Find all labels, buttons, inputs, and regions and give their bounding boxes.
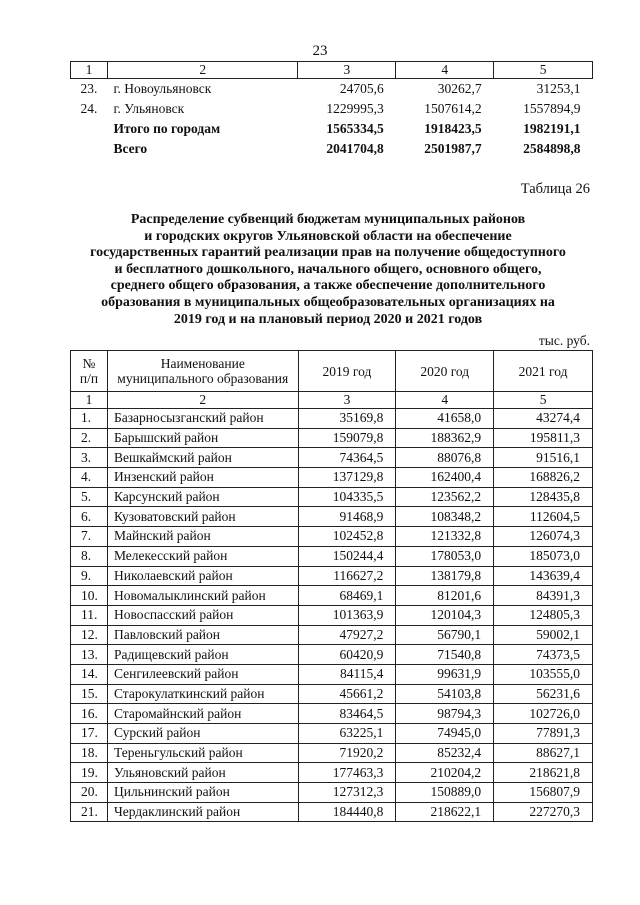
district-name: Вешкаймский район xyxy=(107,448,298,468)
row-index: 2. xyxy=(71,428,108,448)
value-2021: 185073,0 xyxy=(494,546,593,566)
table-caption: Таблица 26 xyxy=(520,181,590,197)
column-number: 4 xyxy=(396,62,494,79)
row-name: г. Новоульяновск xyxy=(113,81,212,96)
value-2021: 31253,1 xyxy=(536,81,581,96)
value-2020: 138179,8 xyxy=(396,566,494,586)
page-number: 23 xyxy=(312,43,328,59)
row-index: 23. xyxy=(80,81,98,96)
value-2021: 74373,5 xyxy=(494,645,593,665)
value-2020: 178053,0 xyxy=(396,546,494,566)
row-index: 6. xyxy=(71,507,108,527)
column-numbering-row xyxy=(71,392,593,409)
value-2020: 98794,3 xyxy=(396,704,494,724)
district-name: Старокулаткинский район xyxy=(107,684,298,704)
value-2020: 56790,1 xyxy=(396,625,494,645)
table-row xyxy=(71,724,593,744)
title-line: образования в муниципальных общеобразовательных организациях на xyxy=(101,294,555,310)
district-name: Барышский район xyxy=(107,428,298,448)
district-name: Новомалыклинский район xyxy=(107,586,298,606)
table-row xyxy=(71,428,593,448)
row-index: 15. xyxy=(71,684,108,704)
value-2021: 88627,1 xyxy=(494,743,593,763)
header-2021: 2021 год xyxy=(494,351,593,392)
district-name: Павловский район xyxy=(107,625,298,645)
subvention-table xyxy=(70,350,593,822)
header-name-line2: муниципального образования xyxy=(117,371,289,386)
column-number: 1 xyxy=(71,392,108,409)
value-2021: 168826,2 xyxy=(494,468,593,488)
table-row xyxy=(71,783,593,803)
table-row xyxy=(71,645,593,665)
value-2019: 177463,3 xyxy=(298,763,396,783)
table-row xyxy=(71,664,593,684)
district-name: Инзенский район xyxy=(107,468,298,488)
district-name: Чердаклинский район xyxy=(107,802,298,822)
value-2021: 156807,9 xyxy=(494,783,593,803)
district-name: Карсунский район xyxy=(107,487,298,507)
value-2020: 162400,4 xyxy=(396,468,494,488)
table-row xyxy=(71,763,593,783)
value-2021: 126074,3 xyxy=(494,527,593,547)
table-row xyxy=(71,409,593,429)
row-index: 13. xyxy=(71,645,108,665)
title-line: среднего общего образования, а также обеспечение дополнительного xyxy=(110,278,546,294)
value-2020: 85232,4 xyxy=(396,743,494,763)
value-2020: 218622,1 xyxy=(396,802,494,822)
value-2021: 91516,1 xyxy=(494,448,593,468)
row-index xyxy=(71,119,108,139)
header-row xyxy=(71,351,593,392)
table-row xyxy=(71,625,593,645)
district-name: Старомайнский район xyxy=(107,704,298,724)
district-name: Тереньгульский район xyxy=(107,743,298,763)
value-2020: 121332,8 xyxy=(396,527,494,547)
value-2019: 102452,8 xyxy=(298,527,396,547)
table-row xyxy=(71,507,593,527)
title-line: и бесплатного дошкольного, начального общего, основного общего, xyxy=(114,261,542,277)
column-number: 4 xyxy=(396,392,494,409)
value-2019: 47927,2 xyxy=(298,625,396,645)
value-2021: 218621,8 xyxy=(494,763,593,783)
district-name: Цильнинский район xyxy=(107,783,298,803)
value-2020: 188362,9 xyxy=(396,428,494,448)
table-row xyxy=(71,546,593,566)
title-line: 2019 год и на плановый период 2020 и 2021 годов xyxy=(173,311,483,327)
row-index xyxy=(71,139,108,159)
value-2020: 150889,0 xyxy=(396,783,494,803)
value-2019: 127312,3 xyxy=(298,783,396,803)
value-2020: 71540,8 xyxy=(396,645,494,665)
value-2021: 227270,3 xyxy=(494,802,593,822)
value-2020: 210204,2 xyxy=(396,763,494,783)
table-row xyxy=(71,566,593,586)
value-2019: 1229995,3 xyxy=(326,101,384,116)
table-row xyxy=(71,527,593,547)
district-name: Кузоватовский район xyxy=(107,507,298,527)
row-name: Всего xyxy=(113,141,148,156)
column-numbering-row xyxy=(71,62,593,79)
value-2019: 137129,8 xyxy=(298,468,396,488)
value-2019: 150244,4 xyxy=(298,546,396,566)
row-index: 5. xyxy=(71,487,108,507)
row-index: 1. xyxy=(71,409,108,429)
district-name: Николаевский район xyxy=(107,566,298,586)
value-2019: 91468,9 xyxy=(298,507,396,527)
value-2020: 1918423,5 xyxy=(424,121,482,136)
table-row xyxy=(71,99,593,119)
table-row xyxy=(71,139,593,159)
row-index: 3. xyxy=(71,448,108,468)
row-index: 16. xyxy=(71,704,108,724)
district-name: Радищевский район xyxy=(107,645,298,665)
value-2019: 184440,8 xyxy=(298,802,396,822)
table-row xyxy=(71,802,593,822)
table-row xyxy=(71,119,593,139)
value-2019: 68469,1 xyxy=(298,586,396,606)
value-2020: 120104,3 xyxy=(396,605,494,625)
value-2020: 54103,8 xyxy=(396,684,494,704)
column-number: 3 xyxy=(298,62,396,79)
value-2019: 60420,9 xyxy=(298,645,396,665)
header-name-line1: Наименование xyxy=(160,356,245,371)
table-row xyxy=(71,586,593,606)
row-name: Итого по городам xyxy=(113,121,221,136)
row-index: 17. xyxy=(71,724,108,744)
column-number: 5 xyxy=(494,392,593,409)
header-2019: 2019 год xyxy=(298,351,396,392)
row-index: 11. xyxy=(71,605,108,625)
table-row xyxy=(71,79,593,100)
value-2019: 83464,5 xyxy=(298,704,396,724)
title-line: государственных гарантий реализации прав на получение общедоступного xyxy=(90,245,566,261)
row-index: 19. xyxy=(71,763,108,783)
table-row xyxy=(71,468,593,488)
value-2021: 56231,6 xyxy=(494,684,593,704)
table-row xyxy=(71,448,593,468)
header-name-cell xyxy=(107,351,298,392)
row-index: 14. xyxy=(71,664,108,684)
continuation-table xyxy=(70,61,593,159)
value-2020: 30262,7 xyxy=(437,81,482,96)
column-number: 2 xyxy=(107,392,298,409)
value-2019: 159079,8 xyxy=(298,428,396,448)
header-number-cell xyxy=(71,351,108,392)
unit-label: тыс. руб. xyxy=(538,333,590,348)
value-2019: 1565334,5 xyxy=(326,121,384,136)
value-2021: 43274,4 xyxy=(494,409,593,429)
row-index: 24. xyxy=(80,101,98,116)
value-2020: 123562,2 xyxy=(396,487,494,507)
district-name: Базарносызганский район xyxy=(107,409,298,429)
value-2021: 102726,0 xyxy=(494,704,593,724)
table-row xyxy=(71,605,593,625)
column-number: 1 xyxy=(71,62,108,79)
header-number-line1: № xyxy=(82,356,96,371)
header-number-line2: п/п xyxy=(79,371,99,386)
row-index: 12. xyxy=(71,625,108,645)
value-2019: 24705,6 xyxy=(339,81,384,96)
column-number: 3 xyxy=(298,392,396,409)
value-2021: 195811,3 xyxy=(494,428,593,448)
value-2019: 74364,5 xyxy=(298,448,396,468)
district-name: Новоспасский район xyxy=(107,605,298,625)
row-index: 9. xyxy=(71,566,108,586)
value-2021: 59002,1 xyxy=(494,625,593,645)
row-index: 18. xyxy=(71,743,108,763)
column-number: 5 xyxy=(494,62,593,79)
row-index: 21. xyxy=(71,802,108,822)
row-index: 20. xyxy=(71,783,108,803)
row-index: 7. xyxy=(71,527,108,547)
value-2020: 99631,9 xyxy=(396,664,494,684)
district-name: Майнский район xyxy=(107,527,298,547)
value-2021: 84391,3 xyxy=(494,586,593,606)
value-2019: 45661,2 xyxy=(298,684,396,704)
row-index: 8. xyxy=(71,546,108,566)
value-2021: 143639,4 xyxy=(494,566,593,586)
table-row xyxy=(71,487,593,507)
district-name: Сурский район xyxy=(107,724,298,744)
value-2020: 81201,6 xyxy=(396,586,494,606)
value-2021: 124805,3 xyxy=(494,605,593,625)
title-line: Распределение субвенций бюджетам муниципальных районов xyxy=(130,212,526,227)
value-2020: 2501987,7 xyxy=(424,141,482,156)
value-2020: 108348,2 xyxy=(396,507,494,527)
district-name: Сенгилеевский район xyxy=(107,664,298,684)
header-2020: 2020 год xyxy=(396,351,494,392)
district-name: Мелекесский район xyxy=(107,546,298,566)
value-2019: 2041704,8 xyxy=(326,141,384,156)
column-number: 2 xyxy=(107,62,297,79)
table-row xyxy=(71,684,593,704)
district-name: Ульяновский район xyxy=(107,763,298,783)
row-name: г. Ульяновск xyxy=(113,101,185,116)
row-index: 10. xyxy=(71,586,108,606)
table-row xyxy=(71,704,593,724)
value-2020: 1507614,2 xyxy=(424,101,482,116)
table-row xyxy=(71,743,593,763)
row-index: 4. xyxy=(71,468,108,488)
value-2021: 77891,3 xyxy=(494,724,593,744)
value-2021: 103555,0 xyxy=(494,664,593,684)
value-2019: 84115,4 xyxy=(298,664,396,684)
value-2019: 63225,1 xyxy=(298,724,396,744)
value-2021: 1557894,9 xyxy=(523,101,581,116)
value-2019: 101363,9 xyxy=(298,605,396,625)
value-2019: 104335,5 xyxy=(298,487,396,507)
value-2019: 116627,2 xyxy=(298,566,396,586)
title-line: и городских округов Ульяновской области на обеспечение xyxy=(144,228,512,244)
value-2020: 41658,0 xyxy=(396,409,494,429)
value-2019: 35169,8 xyxy=(298,409,396,429)
value-2020: 88076,8 xyxy=(396,448,494,468)
value-2021: 2584898,8 xyxy=(523,141,581,156)
value-2021: 112604,5 xyxy=(494,507,593,527)
table-title xyxy=(58,212,598,328)
value-2020: 74945,0 xyxy=(396,724,494,744)
value-2019: 71920,2 xyxy=(298,743,396,763)
value-2021: 128435,8 xyxy=(494,487,593,507)
value-2021: 1982191,1 xyxy=(523,121,581,136)
